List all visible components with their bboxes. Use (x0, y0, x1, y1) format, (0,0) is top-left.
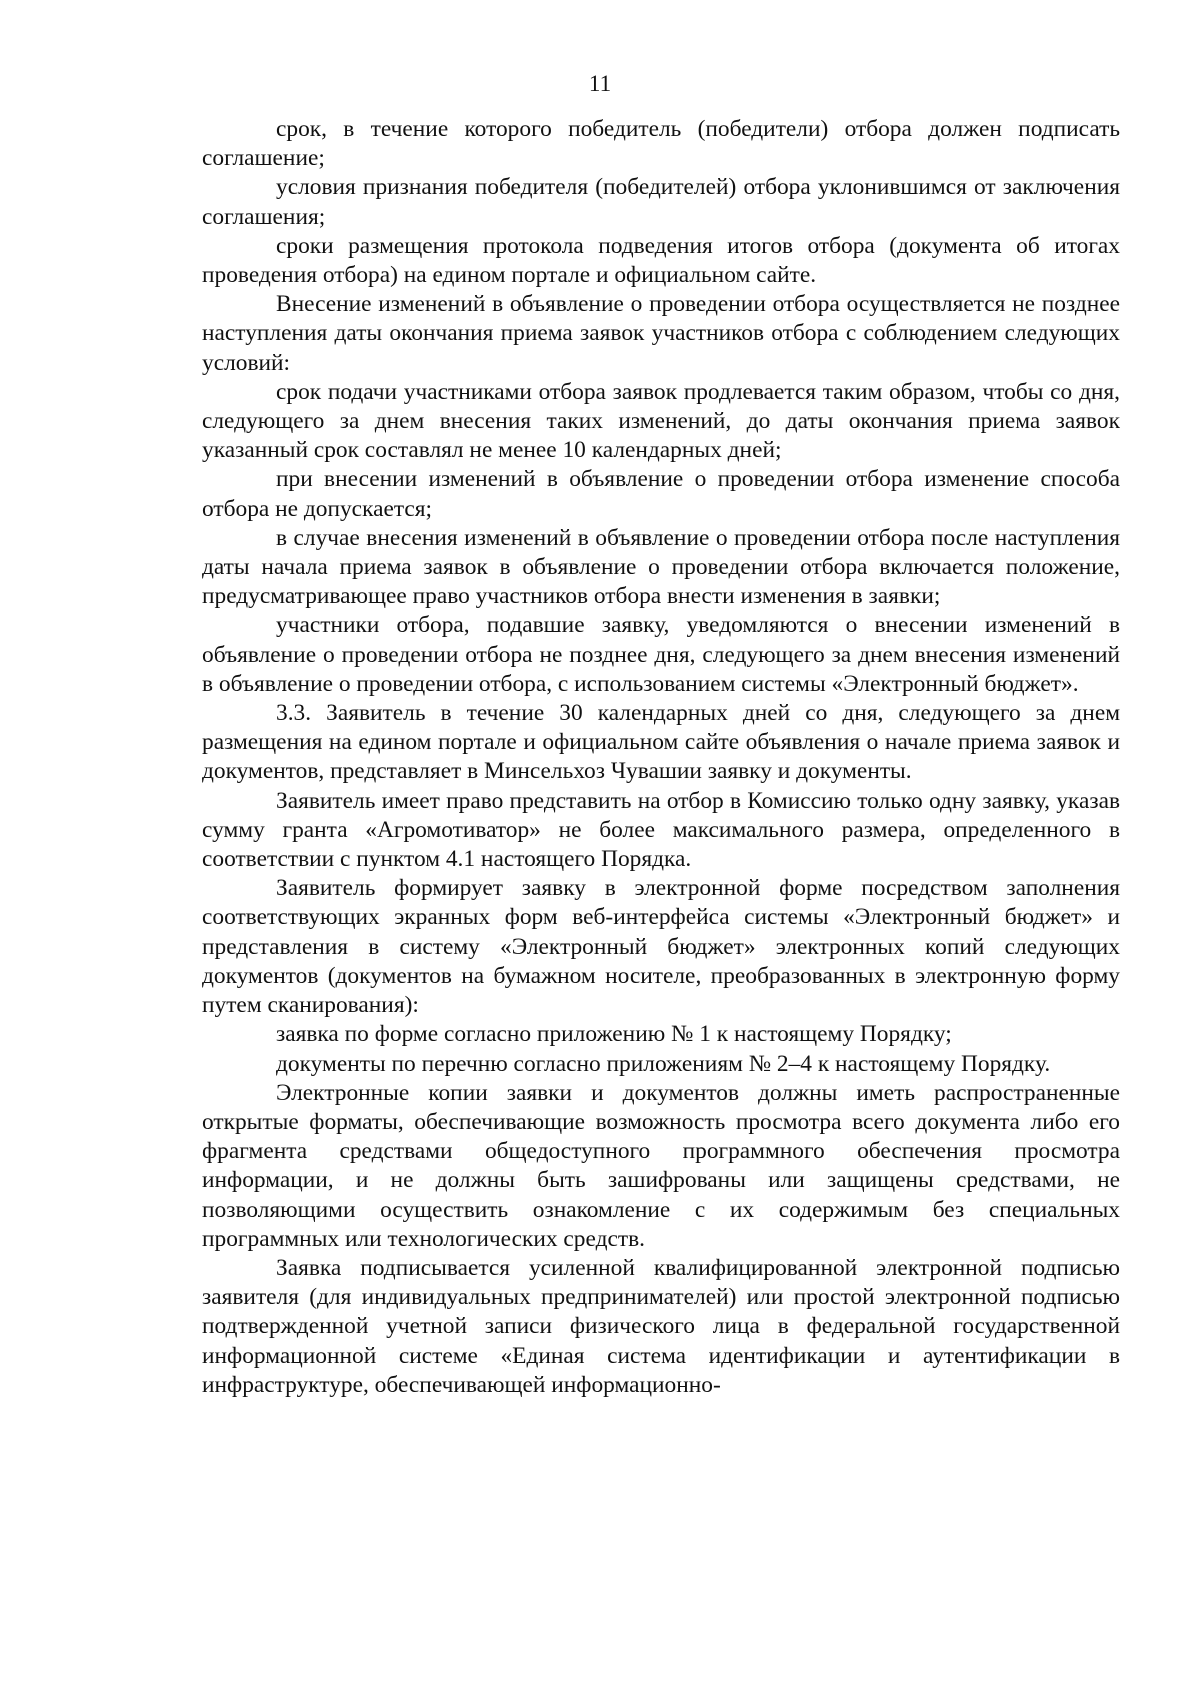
paragraph-8: участники отбора, подавшие заявку, уведомляются о внесении изменений в объявление о проведении отбора не позднее дня, следующего за днем внесения изменений в объявление о проведении отбора, с использованием системы «Электронный бюджет». (202, 612, 1120, 697)
document-body (202, 115, 1120, 1400)
paragraph-5: срок подачи участниками отбора заявок продлевается таким образом, чтобы со дня, следующего за днем внесения таких изменений, до даты окончания приема заявок указанный срок составлял не менее 10 календарных дней; (202, 378, 1120, 464)
paragraph-6: при внесении изменений в объявление о проведении отбора изменение способа отбора не допускается; (202, 466, 1120, 522)
paragraph-9: 3.3. Заявитель в течение 30 календарных дней со дня, следующего за днем размещения на едином портале и официальном сайте объявления о начале приема заявок и документов, представляет в Минсельхоз Чувашии заявку и документы. (202, 700, 1120, 785)
paragraph-7: в случае внесения изменений в объявление о проведении отбора после наступления даты начала приема заявок в объявление о проведении отбора включается положение, предусматривающее право участников отбора внести изменения в заявки; (202, 524, 1120, 610)
paragraph-13: документы по перечню согласно приложениям № 2–4 к настоящему Порядку. (276, 1050, 1051, 1077)
paragraph-12: заявка по форме согласно приложению № 1 к настоящему Порядку; (276, 1021, 952, 1048)
paragraph-3: сроки размещения протокола подведения итогов отбора (документа об итогах проведения отбора) на едином портале и официальном сайте. (202, 232, 1120, 289)
paragraph-14: Электронные копии заявки и документов должны иметь распространенные открытые форматы, обеспечивающие возможность просмотра всего документа либо его фрагмента средствами общедоступного программного обеспечения просмотра информации, и не должны быть зашифрованы или защищены средствами, не позволяющими осуществить ознакомление с их содержимым без специальных программных или технологических средств. (202, 1079, 1120, 1252)
paragraph-2: условия признания победителя (победителей) отбора уклонившимся от заключения соглашения; (202, 174, 1120, 230)
paragraph-4: Внесение изменений в объявление о проведении отбора осуществляется не позднее наступления даты окончания приема заявок участников отбора с соблюдением следующих условий: (202, 291, 1120, 376)
paragraph-11: Заявитель формирует заявку в электронной форме посредством заполнения соответствующих экранных форм веб-интерфейса системы «Электронный бюджет» и представления в систему «Электронный бюджет» электронных копий следующих документов (документов на бумажном носителе, преобразованных в электронную форму путем сканирования): (202, 875, 1120, 1019)
paragraph-10: Заявитель имеет право представить на отбор в Комиссию только одну заявку, указав сумму гранта «Агромотиватор» не более максимального размера, определенного в соответствии с пунктом 4.1 настоящего Порядка. (202, 787, 1120, 873)
page-number: 11 (588, 71, 612, 96)
paragraph-1: срок, в течение которого победитель (победители) отбора должен подписать соглашение; (202, 116, 1120, 172)
paragraph-15: Заявка подписывается усиленной квалифицированной электронной подписью заявителя (для индивидуальных предпринимателей) или простой электронной подписью подтвержденной учетной записи физического лица в федеральной государственной информационной системе «Единая система идентификации и аутентификации в инфраструктуре, обеспечивающей информационно- (202, 1254, 1120, 1398)
